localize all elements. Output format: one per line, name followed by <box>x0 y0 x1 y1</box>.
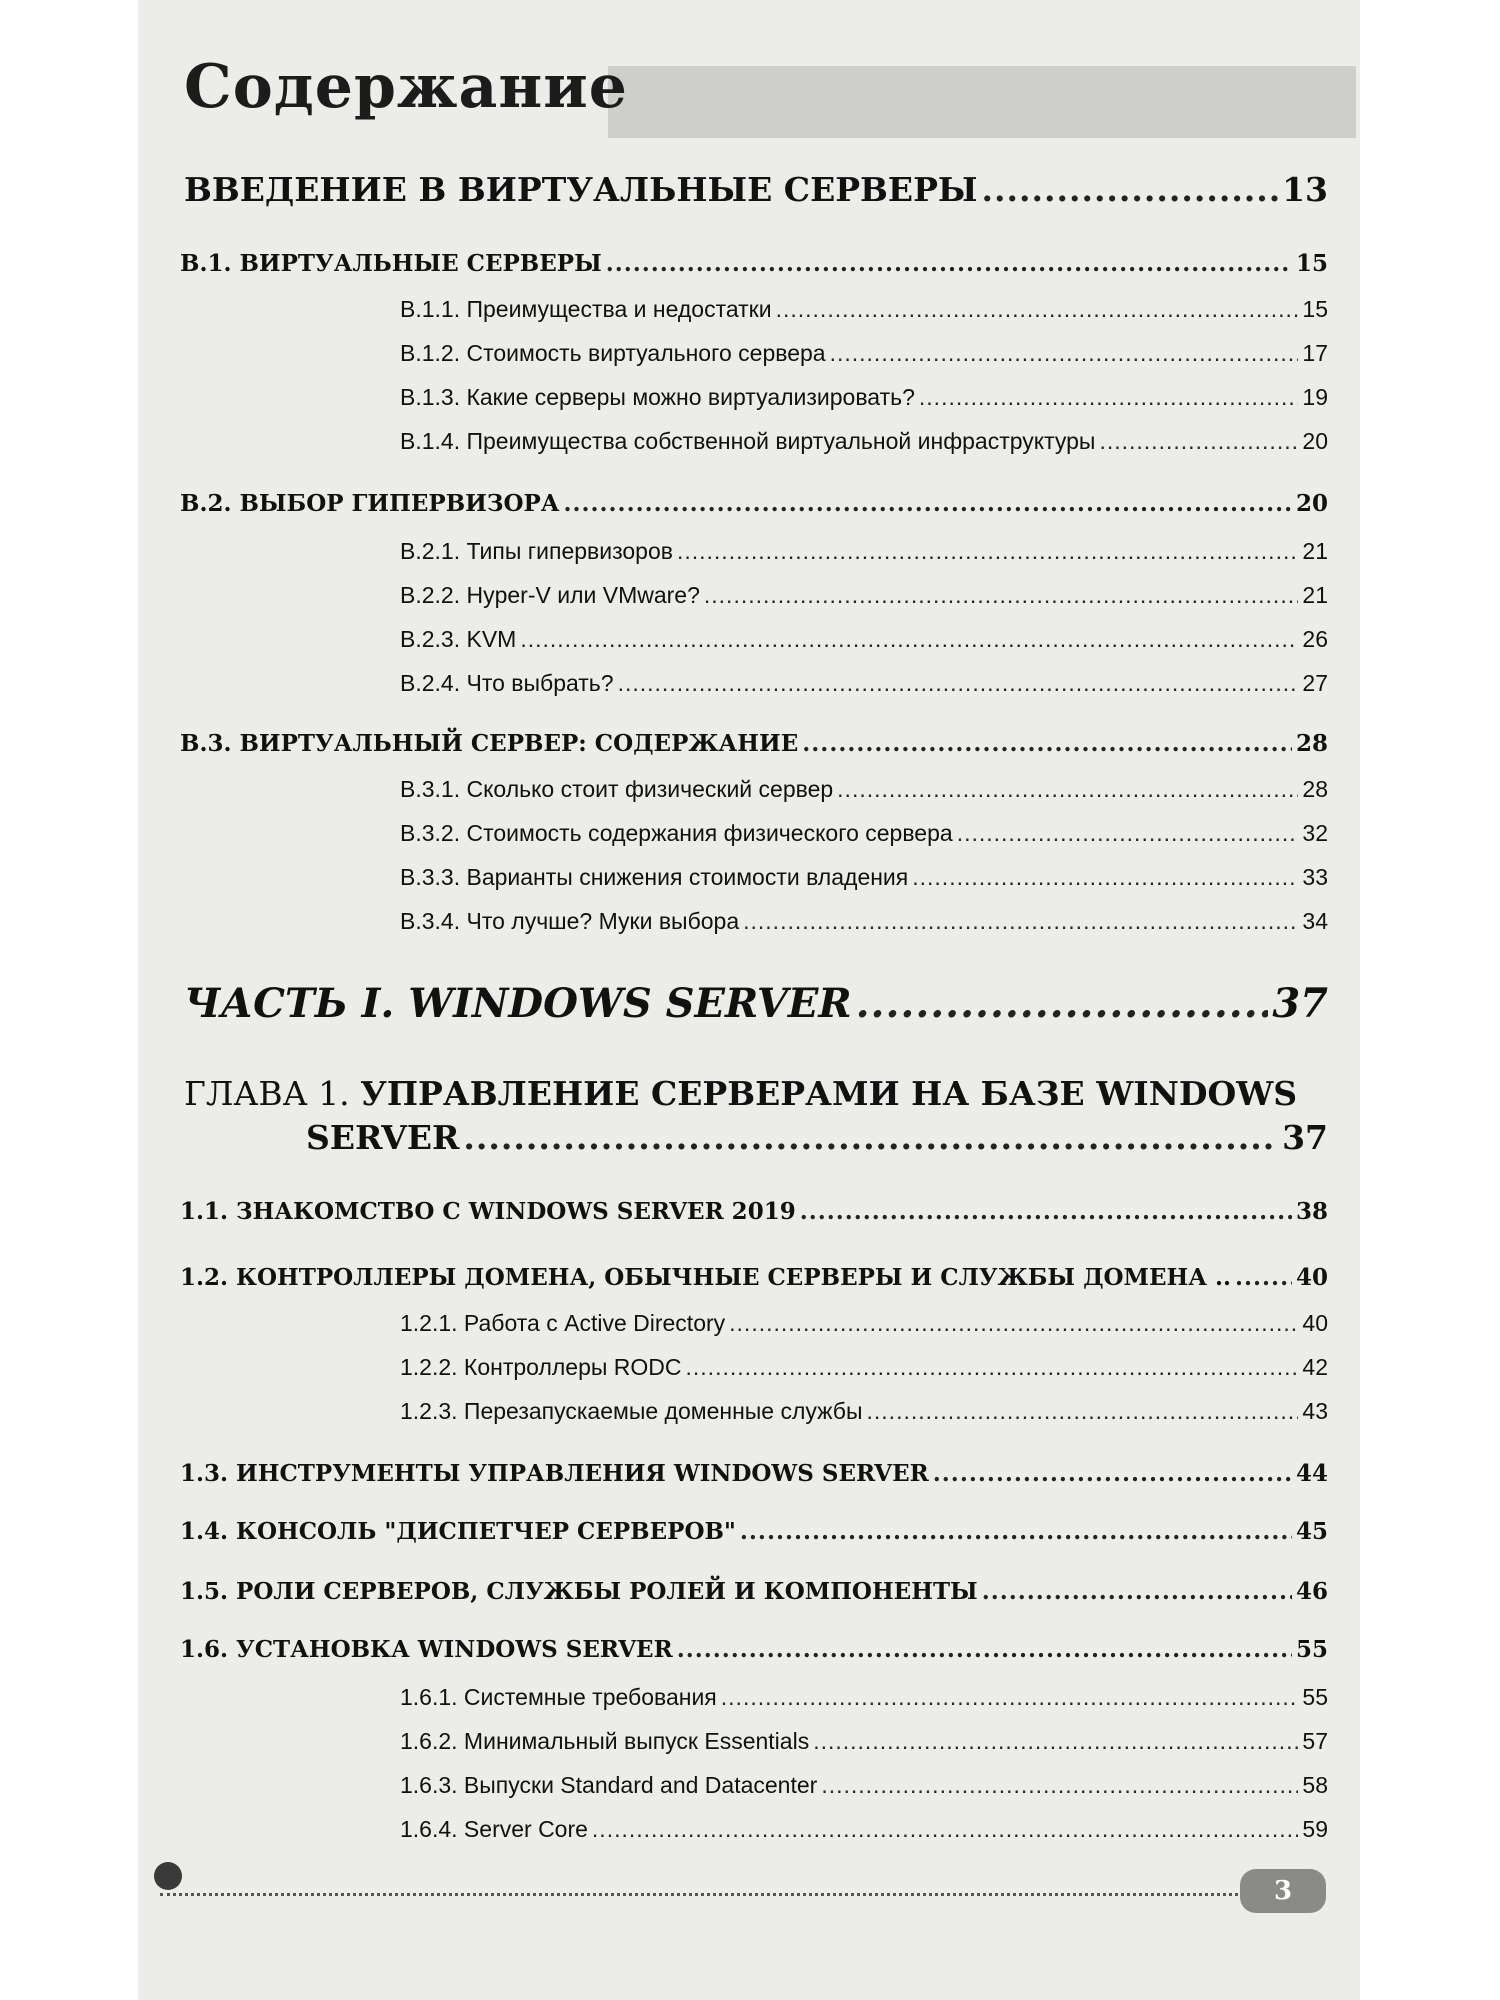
toc-entry-text: В.2. ВЫБОР ГИПЕРВИЗОРА <box>180 490 560 517</box>
toc-entry-text: 1.6.2. Минимальный выпуск Essentials <box>400 1728 810 1754</box>
toc-subsection[interactable] <box>400 908 1328 935</box>
toc-page-number: 43 <box>1302 1398 1328 1424</box>
footer-bullet-icon <box>154 1862 182 1890</box>
leader-dots <box>837 776 1298 803</box>
toc-chapter-one-heading[interactable] <box>184 1074 1297 1113</box>
leader-dots <box>686 1354 1299 1381</box>
print-bleed-band <box>608 66 1356 138</box>
footer-dotted-rule <box>160 1893 1245 1896</box>
toc-page-number: 40 <box>1295 1264 1328 1291</box>
leader-dots <box>776 296 1299 323</box>
toc-page-number: 19 <box>1302 384 1328 410</box>
toc-page-number: 40 <box>1302 1310 1328 1336</box>
leader-dots <box>802 730 1292 757</box>
toc-subsection[interactable] <box>400 626 1328 653</box>
toc-page-number: 20 <box>1302 428 1328 454</box>
toc-page-number: 21 <box>1302 582 1328 608</box>
leader-dots <box>729 1310 1298 1337</box>
toc-entry-text: В.3.2. Стоимость содержания физического сервера <box>400 820 953 846</box>
toc-page-number: 57 <box>1302 1728 1328 1754</box>
leader-dots <box>867 1398 1299 1425</box>
toc-section-1-2[interactable] <box>180 1264 1328 1291</box>
toc-entry-text: В.2.4. Что выбрать? <box>400 670 614 696</box>
toc-page-number: 34 <box>1302 908 1328 934</box>
chapter-name: УПРАВЛЕНИЕ СЕРВЕРАМИ НА БАЗЕ WINDOWS <box>360 1074 1298 1113</box>
toc-entry-text: В.3.4. Что лучше? Муки выбора <box>400 908 740 934</box>
toc-page-number: 45 <box>1295 1518 1328 1545</box>
toc-entry-text: В.1. ВИРТУАЛЬНЫЕ СЕРВЕРЫ <box>180 250 602 277</box>
leader-dots <box>1235 1264 1292 1291</box>
toc-entry-text: 1.2.2. Контроллеры RODC <box>400 1354 682 1380</box>
leader-dots <box>957 820 1299 847</box>
chapter-label: ГЛАВА 1. <box>184 1074 350 1113</box>
page-title: Содержание <box>184 52 628 122</box>
toc-entry-text: 1.6. УСТАНОВКА WINDOWS SERVER <box>180 1636 673 1663</box>
toc-entry-text: 1.6.1. Системные требования <box>400 1684 717 1710</box>
toc-subsection[interactable] <box>400 1772 1328 1799</box>
leader-dots <box>813 1728 1298 1755</box>
toc-page-number: 15 <box>1302 296 1328 322</box>
toc-subsection[interactable] <box>400 1310 1328 1337</box>
toc-page-number: 33 <box>1302 864 1328 890</box>
leader-dots <box>856 980 1269 1027</box>
toc-entry-text: 1.3. ИНСТРУМЕНТЫ УПРАВЛЕНИЯ WINDOWS SERVER <box>180 1460 929 1487</box>
toc-section-1-5[interactable] <box>180 1578 1328 1605</box>
toc-entry-text: В.1.4. Преимущества собственной виртуальной инфраструктуры <box>400 428 1096 454</box>
toc-entry-text: В.3.1. Сколько стоит физический сервер <box>400 776 834 802</box>
toc-page-number: 58 <box>1302 1772 1328 1798</box>
leader-dots <box>592 1816 1298 1843</box>
toc-page-number: 37 <box>1282 1118 1328 1157</box>
leader-dots <box>463 1118 1278 1157</box>
leader-dots <box>919 384 1299 411</box>
toc-page-number: 28 <box>1302 776 1328 802</box>
toc-page-number: 38 <box>1295 1198 1328 1225</box>
toc-section-1-3[interactable] <box>180 1460 1328 1487</box>
toc-entry-text: В.1.2. Стоимость виртуального сервера <box>400 340 826 366</box>
toc-section-1-1[interactable] <box>180 1198 1328 1225</box>
chapter-name-continued: SERVER <box>306 1118 460 1157</box>
leader-dots <box>1099 428 1298 455</box>
toc-subsection[interactable] <box>400 428 1328 455</box>
toc-entry-text: В.1.3. Какие серверы можно виртуализировать? <box>400 384 915 410</box>
toc-page-number: 27 <box>1302 670 1328 696</box>
toc-subsection[interactable] <box>400 670 1328 697</box>
toc-entry-text: В.2.2. Hyper-V или VMware? <box>400 582 700 608</box>
toc-page-number: 15 <box>1295 250 1328 277</box>
toc-subsection[interactable] <box>400 538 1328 565</box>
toc-page-number: 55 <box>1295 1636 1328 1663</box>
leader-dots <box>606 250 1292 277</box>
leader-dots <box>704 582 1299 609</box>
toc-subsection[interactable] <box>400 1354 1328 1381</box>
toc-subsection[interactable] <box>400 384 1328 411</box>
leader-dots <box>743 908 1298 935</box>
toc-entry-text: В.2.1. Типы гипервизоров <box>400 538 673 564</box>
toc-entry-text: В.3.3. Варианты снижения стоимости владения <box>400 864 909 890</box>
toc-entry-text: 1.6.4. Server Core <box>400 1816 588 1842</box>
toc-section-b2[interactable] <box>180 490 1328 517</box>
toc-section-b1[interactable] <box>180 250 1328 277</box>
toc-section-1-6[interactable] <box>180 1636 1328 1663</box>
toc-page-number: 17 <box>1302 340 1328 366</box>
toc-entry-text: В.2.3. KVM <box>400 626 517 652</box>
leader-dots <box>564 490 1292 517</box>
toc-entry-text: 1.2.3. Перезапускаемые доменные службы <box>400 1398 863 1424</box>
toc-subsection[interactable] <box>400 1684 1328 1711</box>
toc-subsection[interactable] <box>400 776 1328 803</box>
toc-entry-text: 1.6.3. Выпуски Standard and Datacenter <box>400 1772 818 1798</box>
toc-page-number: 42 <box>1302 1354 1328 1380</box>
leader-dots <box>830 340 1299 367</box>
leader-dots <box>982 170 1279 209</box>
toc-page-number: 46 <box>1295 1578 1328 1605</box>
leader-dots <box>912 864 1298 891</box>
toc-entry-text: 1.1. ЗНАКОМСТВО С WINDOWS SERVER 2019 <box>180 1198 796 1225</box>
page-number-badge: 3 <box>1240 1869 1326 1913</box>
leader-dots <box>933 1460 1292 1487</box>
toc-entry-text: ЧАСТЬ I. WINDOWS SERVER <box>184 980 852 1027</box>
toc-page-number: 32 <box>1302 820 1328 846</box>
leader-dots <box>721 1684 1299 1711</box>
toc-entry-text: 1.5. РОЛИ СЕРВЕРОВ, СЛУЖБЫ РОЛЕЙ И КОМПОНЕНТЫ <box>180 1578 978 1605</box>
toc-page-number: 59 <box>1302 1816 1328 1842</box>
leader-dots <box>740 1518 1292 1545</box>
toc-page-number: 13 <box>1282 170 1328 209</box>
toc-subsection[interactable] <box>400 1398 1328 1425</box>
toc-section-b3[interactable] <box>180 730 1328 757</box>
toc-entry-text: 1.4. КОНСОЛЬ "ДИСПЕТЧЕР СЕРВЕРОВ" <box>180 1518 736 1545</box>
toc-subsection[interactable] <box>400 582 1328 609</box>
leader-dots <box>677 538 1298 565</box>
toc-page-number: 26 <box>1302 626 1328 652</box>
toc-subsection[interactable] <box>400 864 1328 891</box>
toc-entry-text: 1.2.1. Работа с Active Directory <box>400 1310 726 1336</box>
leader-dots <box>982 1578 1292 1605</box>
toc-page-number: 20 <box>1295 490 1328 517</box>
toc-subsection[interactable] <box>400 820 1328 847</box>
toc-entry-text: В.1.1. Преимущества и недостатки <box>400 296 772 322</box>
leader-dots <box>618 670 1299 697</box>
toc-page-number: 44 <box>1295 1460 1328 1487</box>
leader-dots <box>677 1636 1292 1663</box>
toc-chapter-one-continued[interactable] <box>306 1118 1328 1157</box>
toc-page-number: 55 <box>1302 1684 1328 1710</box>
toc-page-number: 21 <box>1302 538 1328 564</box>
toc-part-intro[interactable] <box>184 170 1328 209</box>
toc-page-number: 28 <box>1295 730 1328 757</box>
leader-dots <box>821 1772 1298 1799</box>
toc-part-one[interactable] <box>184 980 1328 1027</box>
toc-entry-text: 1.2. КОНТРОЛЛЕРЫ ДОМЕНА, ОБЫЧНЫЕ СЕРВЕРЫ И СЛУЖБЫ ДОМЕНА .. <box>180 1264 1232 1291</box>
toc-subsection[interactable] <box>400 340 1328 367</box>
toc-entry-text: ВВЕДЕНИЕ В ВИРТУАЛЬНЫЕ СЕРВЕРЫ <box>184 170 978 209</box>
toc-subsection[interactable] <box>400 1728 1328 1755</box>
toc-subsection[interactable] <box>400 1816 1328 1843</box>
toc-section-1-4[interactable] <box>180 1518 1328 1545</box>
leader-dots <box>520 626 1298 653</box>
toc-entry-text: В.3. ВИРТУАЛЬНЫЙ СЕРВЕР: СОДЕРЖАНИЕ <box>180 730 799 757</box>
leader-dots <box>800 1198 1292 1225</box>
toc-page-number: 37 <box>1272 980 1328 1027</box>
toc-subsection[interactable] <box>400 296 1328 323</box>
